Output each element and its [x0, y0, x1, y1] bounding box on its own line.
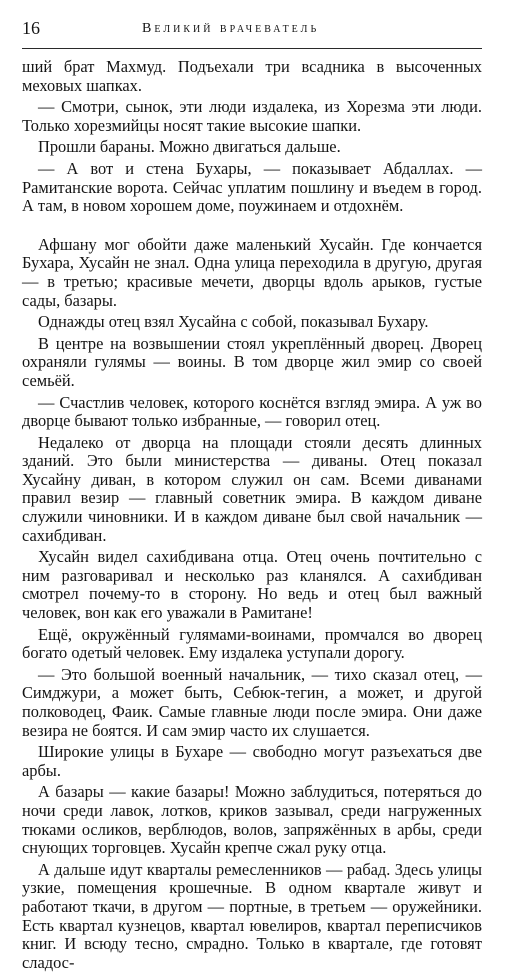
- page-number: 16: [22, 18, 40, 38]
- paragraph: В центре на возвышении стоял укреплённый дворец. Дворец охраняли гулямы — воины. В том дворце жил эмир со своей семьёй.: [22, 333, 482, 390]
- paragraph: Хусайн видел сахибдивана отца. Отец очень почтительно с ним разговаривал и несколько раз кланялся. А сахибдиван смотрел почему-то в сторону. Но ведь и отец был важный человек, вон как его уважали в Рамитане!: [22, 547, 482, 623]
- running-title: Великий врачеватель: [142, 21, 320, 36]
- header-rule: [22, 48, 482, 49]
- paragraph: — А вот и стена Бухары, — показывает Абдаллах. — Рамитанские ворота. Сейчас уплатим пошлину и въедем в город. А там, в новом хорошем доме, поужинаем и отдохнём.: [22, 158, 482, 216]
- paragraph: Широкие улицы в Бухаре — свободно могут разъехаться две арбы.: [22, 742, 482, 780]
- paragraph: Ещё, окружённый гулямами-воинами, промчался во дворец богато одетый человек. Ему издалека уступали дорогу.: [22, 624, 482, 663]
- paragraph: — Счастлив человек, которого коснётся взгляд эмира. А уж во дворце бывают только избранные, — говорил отец.: [22, 392, 482, 431]
- paragraph: А дальше идут кварталы ремесленников — рабад. Здесь улицы узкие, помещения крошечные. В одном квартале живут и работают ткачи, в другом — портные, в третьем — оружейники. Есть квартал кузнецов, квартал ювелиров, квартал переписчиков книг. И всюду тесно, смрадно. Только в квартале, где готовят сладос-: [22, 859, 482, 972]
- page-header: [22, 14, 482, 44]
- body-text: [22, 58, 482, 975]
- paragraph: — Смотри, сынок, эти люди издалека, из Хорезма эти люди. Только хорезмийцы носят такие высокие шапки.: [22, 97, 482, 135]
- paragraph: Афшану мог обойти даже маленький Хусайн. Где кончается Бухара, Хусайн не знал. Одна улица переходила в другую, другая — в третью; красивые мечети, дворцы вдоль арыков, густые сады, базары.: [22, 234, 482, 310]
- section-break: [22, 219, 482, 236]
- paragraph: Прошли бараны. Можно двигаться дальше.: [38, 137, 341, 157]
- paragraph: Недалеко от дворца на площади стояли десять длинных зданий. Это были министерства — диваны. Отец показал Хусайну диван, в котором служил он сам. Всеми диванами правил везир — главный советник эмира. В каждом диване служили чиновники. И в каждом диване был свой начальник — сахибдиван.: [22, 432, 482, 545]
- paragraph: А базары — какие базары! Можно заблудиться, потеряться до ночи среди лавок, лотков, криков зазывал, среди нагруженных тюками осликов, верблюдов, волов, запряжённых в арбы, среди снующих торговцев. Хусайн крепче сжал руку отца.: [22, 782, 482, 858]
- paragraph: ший брат Махмуд. Подъехали три всадника в высоченных меховых шапках.: [22, 57, 482, 95]
- paragraph: — Это большой военный начальник, — тихо сказал отец, — Симджури, а может быть, Себюк-тегин, а может, и другой полководец, Фаик. Самые главные люди после эмира. Они даже везира не боятся. И сам эмир часто их слушается.: [22, 664, 482, 740]
- paragraph: Однажды отец взял Хусайна с собой, показывал Бухару.: [38, 312, 429, 332]
